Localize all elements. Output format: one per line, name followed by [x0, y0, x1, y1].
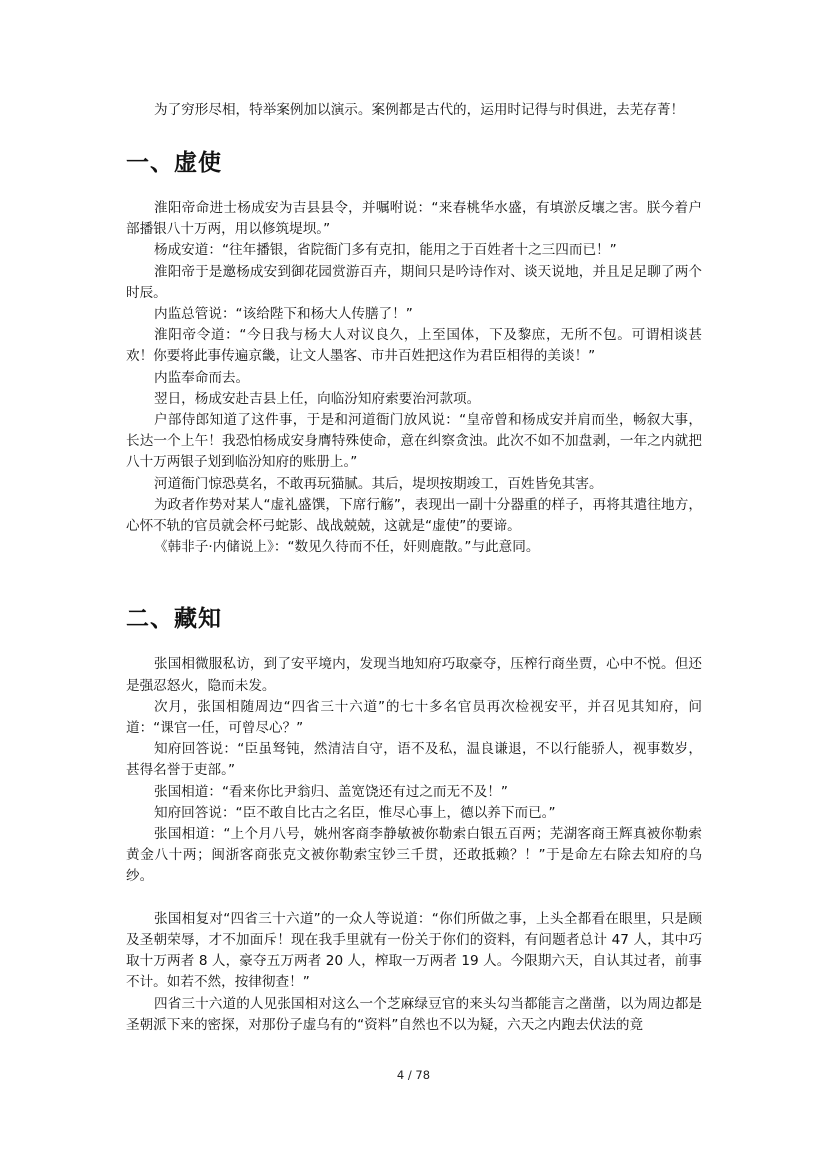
paragraph: 张国相道：“上个月八号，姚州客商李静敏被你勒索白银五百两；芜湖客商王辉真被你勒索黄金八十两；闽浙客商张克文被你勒索宝钞三千贯，还敢抵赖？！”于是命左右除去知府的乌纱。: [126, 826, 702, 885]
paragraph: 淮阳帝于是邀杨成安到御花园赏游百卉，期间只是吟诗作对、谈天说地，并且足足聊了两个时辰。: [126, 263, 702, 301]
paragraph: 杨成安道：“往年播银，省院衙门多有克扣，能用之于百姓者十之三四而已！”: [154, 242, 617, 259]
section-heading-cangzhi: 二、藏知: [126, 606, 222, 633]
paragraph: 为政者作势对某人“虚礼盛馔，下席行觞”，表现出一副十分器重的样子，再将其遣往地方，心怀不轨的官员就会杯弓蛇影、战战兢兢，这就是“虚使”的要谛。: [126, 496, 702, 535]
paragraph: 淮阳帝令道：“今日我与杨大人对议良久，上至国体，下及黎庶，无所不包。可谓相谈甚欢！你要将此事传遍京畿，让文人墨客、市井百姓把这作为君臣相得的美谈！”: [126, 327, 702, 365]
page-content: [126, 98, 702, 1036]
section-body-xushi: [126, 198, 702, 558]
paragraph: 张国相道：“看来你比尹翁归、盖宽饶还有过之而无不及！”: [154, 783, 508, 800]
intro-paragraph: 为了穷形尽相，特举案例加以演示。案例都是古代的，运用时记得与时俱进，去芜存菁！: [154, 102, 685, 118]
section-body-cangzhi: [126, 654, 702, 1035]
section-heading-xushi: 一、虚使: [126, 150, 222, 176]
paragraph: 河道衙门惊恐莫名，不敢再玩猫腻。其后，堤坝按期竣工，百姓皆免其害。: [154, 475, 603, 492]
paragraph: 内监总管说：“该给陛下和杨大人传膳了！”: [154, 306, 413, 323]
paragraph: 户部侍郎知道了这件事，于是和河道衙门放风说：“皇帝曾和杨成安并肩而坐，畅叙大事，长达一个上午！我恐怕杨成安身膺特殊使命，意在纠察贪浊。此次不如不加盘剥，一年之内就把八十万两银子划到临汾知府的账册上。”: [126, 412, 702, 471]
paragraph: 张国相微服私访，到了安平境内，发现当地知府巧取豪夺，压榨行商坐贾，心中不悦。但还是强忍怒火，隐而未发。: [126, 656, 702, 694]
paragraph: 知府回答说：“臣虽驽钝，然清洁自守，语不及私，温良谦退，不以行能骄人，视事数岁，甚得名誉于吏部。”: [126, 741, 702, 779]
paragraph: 次月，张国相随周边“四省三十六道”的七十多名官员再次检视安平，并召见其知府，问道：“课官一任，可曾尽心？”: [126, 698, 702, 737]
paragraph: 张国相复对“四省三十六道”的一众人等说道：“你们所做之事，上头全都看在眼里，只是顾及圣朝荣辱，才不加面斥！现在我手里就有一份关于你们的资料，有问题者总计 47 人，其中巧取十万两者 8 人，豪夺五万两者 20 人，榨取一万两者 19 人。今限期六天，自认其过者，前事不计。如若不然，按律彻查！”: [126, 910, 702, 991]
paragraph: 淮阳帝命进士杨成安为吉县县令，并嘱咐说：“来春桃华水盛，有填淤反壤之害。朕今着户部播银八十万两，用以修筑堤坝。”: [126, 200, 702, 238]
paragraph: 《韩非子·内储说上》：“数见久待而不任，奸则鹿散。”与此意同。: [154, 539, 540, 556]
paragraph: 知府回答说：“臣不敢自比古之名臣，惟尽心事上，德以养下而已。”: [154, 804, 556, 821]
paragraph: 翌日，杨成安赴吉县上任，向临汾知府索要治河款项。: [154, 390, 481, 407]
page-number: 4 / 78: [396, 1068, 431, 1082]
paragraph: 内监奉命而去。: [154, 369, 250, 386]
paragraph: 四省三十六道的人见张国相对这么一个芝麻绿豆官的来头勾当都能言之凿凿，以为周边都是圣朝派下来的密探，对那份子虚乌有的“资料”自然也不以为疑，六天之内跑去伏法的竟: [126, 995, 702, 1033]
paragraph-gap: [126, 888, 702, 909]
